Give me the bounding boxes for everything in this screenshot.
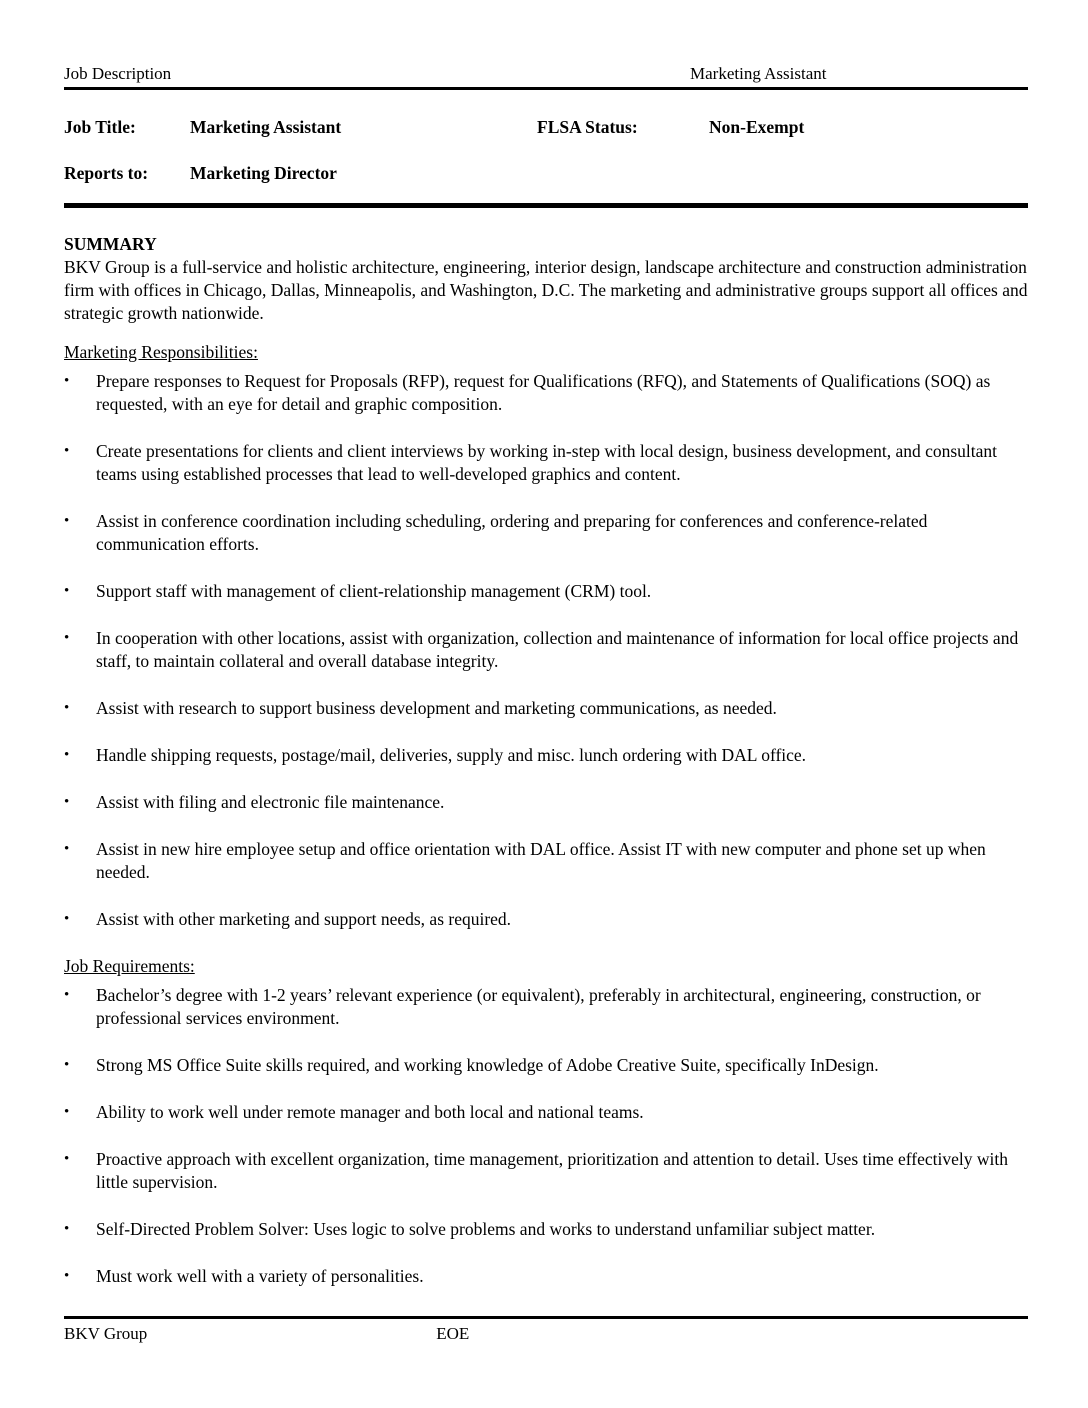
list-item-text: Create presentations for clients and client interviews by working in-step with local design, business development, and consultant teams using established processes that lead to well-developed graphics and content. bbox=[96, 441, 998, 484]
list-item bbox=[64, 370, 1028, 416]
summary-paragraph: BKV Group is a full-service and holistic architecture, engineering, interior design, landscape architecture and construction administration firm with offices in Chicago, Dallas, Minneapolis, and Washington, D.C. The marketing and administrative groups support all offices and strategic growth nationwide. bbox=[64, 257, 1028, 323]
responsibilities-heading: Marketing Responsibilities: bbox=[64, 342, 258, 362]
reports-to-row bbox=[64, 163, 1028, 183]
footer-company: BKV Group bbox=[64, 1324, 148, 1343]
summary-heading: SUMMARY bbox=[64, 234, 157, 254]
list-item-text: In cooperation with other locations, assist with organization, collection and maintenance of information for local office projects and staff, to maintain collateral and overall database integrity. bbox=[96, 628, 1019, 671]
list-item bbox=[64, 1054, 1028, 1077]
bullet-icon: • bbox=[64, 630, 70, 646]
job-title-label: Job Title: bbox=[64, 117, 136, 137]
section-divider-rule bbox=[64, 203, 1028, 208]
list-item-text: Assist with filing and electronic file maintenance. bbox=[96, 792, 445, 812]
list-item bbox=[64, 744, 1028, 767]
list-item-text: Assist in conference coordination including scheduling, ordering and preparing for conferences and conference-related communication efforts. bbox=[96, 511, 928, 554]
list-item bbox=[64, 440, 1028, 486]
bullet-icon: • bbox=[64, 1221, 70, 1237]
requirements-heading: Job Requirements: bbox=[64, 956, 195, 976]
list-item-text: Assist in new hire employee setup and office orientation with DAL office. Assist IT with new computer and phone set up when needed. bbox=[96, 839, 986, 882]
flsa-status-value: Non-Exempt bbox=[709, 117, 805, 137]
list-item-text: Strong MS Office Suite skills required, and working knowledge of Adobe Creative Suite, specifically InDesign. bbox=[96, 1055, 879, 1075]
list-item-text: Must work well with a variety of personalities. bbox=[96, 1266, 424, 1286]
list-item-text: Prepare responses to Request for Proposals (RFP), request for Qualifications (RFQ), and Statements of Qualifications (SOQ) as requested, with an eye for detail and graphic composition. bbox=[96, 371, 991, 414]
bullet-icon: • bbox=[64, 1151, 70, 1167]
bullet-icon: • bbox=[64, 443, 70, 459]
reports-to-value: Marketing Director bbox=[190, 163, 337, 183]
bullet-icon: • bbox=[64, 373, 70, 389]
list-item-text: Proactive approach with excellent organization, time management, prioritization and attention to detail. Uses time effectively with little supervision. bbox=[96, 1149, 1008, 1192]
list-item bbox=[64, 908, 1028, 931]
job-title-row bbox=[64, 117, 1028, 137]
list-item bbox=[64, 510, 1028, 556]
job-title-value: Marketing Assistant bbox=[190, 117, 342, 137]
list-item bbox=[64, 580, 1028, 603]
summary-section bbox=[64, 233, 1028, 325]
bullet-icon: • bbox=[64, 513, 70, 529]
list-item bbox=[64, 1101, 1028, 1124]
list-item bbox=[64, 627, 1028, 673]
requirements-list bbox=[64, 984, 1028, 1288]
bullet-icon: • bbox=[64, 987, 70, 1003]
header-doc-type: Job Description bbox=[64, 64, 172, 83]
bullet-icon: • bbox=[64, 583, 70, 599]
footer-eoe: EOE bbox=[436, 1324, 470, 1343]
page-header bbox=[64, 64, 1028, 90]
list-item bbox=[64, 1218, 1028, 1241]
list-item bbox=[64, 1265, 1028, 1288]
list-item-text: Ability to work well under remote manager and both local and national teams. bbox=[96, 1102, 644, 1122]
list-item-text: Assist with research to support business development and marketing communications, as needed. bbox=[96, 698, 777, 718]
list-item bbox=[64, 838, 1028, 884]
requirements-section bbox=[64, 955, 1028, 1288]
responsibilities-section bbox=[64, 341, 1028, 931]
list-item-text: Support staff with management of client-relationship management (CRM) tool. bbox=[96, 581, 652, 601]
list-item bbox=[64, 984, 1028, 1030]
list-item-text: Bachelor’s degree with 1-2 years’ relevant experience (or equivalent), preferably in architectural, engineering, construction, or professional services environment. bbox=[96, 985, 981, 1028]
responsibilities-list bbox=[64, 370, 1028, 931]
list-item bbox=[64, 791, 1028, 814]
list-item-text: Self-Directed Problem Solver: Uses logic to solve problems and works to understand unfamiliar subject matter. bbox=[96, 1219, 876, 1239]
list-item bbox=[64, 1148, 1028, 1194]
list-item-text: Assist with other marketing and support needs, as required. bbox=[96, 909, 512, 929]
bullet-icon: • bbox=[64, 1057, 70, 1073]
job-meta-block bbox=[64, 117, 1028, 183]
bullet-icon: • bbox=[64, 700, 70, 716]
reports-to-label: Reports to: bbox=[64, 163, 149, 183]
bullet-icon: • bbox=[64, 841, 70, 857]
flsa-status-label: FLSA Status: bbox=[537, 117, 638, 137]
list-item-text: Handle shipping requests, postage/mail, deliveries, supply and misc. lunch ordering with DAL office. bbox=[96, 745, 807, 765]
bullet-icon: • bbox=[64, 794, 70, 810]
page-footer bbox=[64, 1316, 1028, 1344]
list-item bbox=[64, 697, 1028, 720]
bullet-icon: • bbox=[64, 747, 70, 763]
bullet-icon: • bbox=[64, 911, 70, 927]
bullet-icon: • bbox=[64, 1104, 70, 1120]
bullet-icon: • bbox=[64, 1268, 70, 1284]
header-doc-title: Marketing Assistant bbox=[690, 64, 827, 83]
